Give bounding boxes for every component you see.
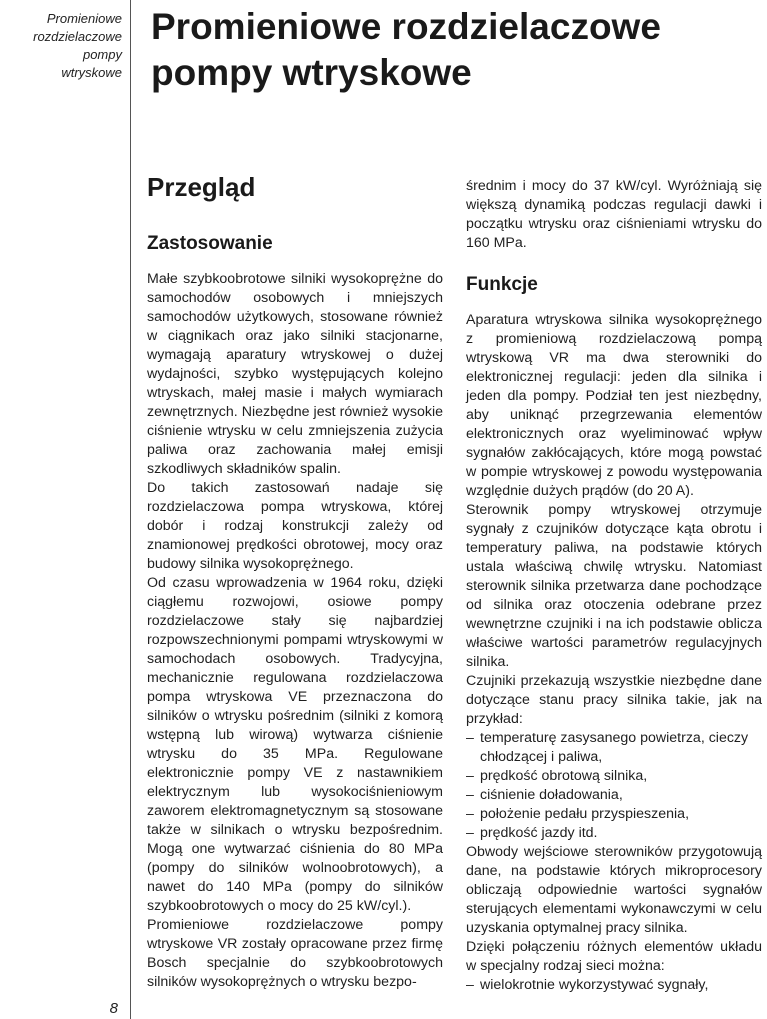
list-item: – położenie pedału przyspieszenia, — [466, 806, 690, 822]
margin-title-line: rozdzielaczowe — [33, 29, 122, 44]
page-number: 8 — [109, 1000, 118, 1017]
list-item: – wielokrotnie wykorzystywać sygnały, — [466, 977, 709, 993]
paragraph: Obwody wejściowe sterowników przygotowują dane, na podstawie których mikroprocesory obliczają odpowiednie wartości sygnałów sterujących elementami wykonawczymi w celu uzyskania optymalnej pracy silnika. — [466, 844, 762, 936]
list-item: – prędkość obrotową silnika, — [466, 768, 648, 784]
paragraph: Aparatura wtryskowa silnika wysokoprężnego z promieniową rozdzielaczową pompą wtryskową VR ma dwa sterowniki do elektronicznej regulacji: jeden dla silnika i jeden dla pompy. Podział ten jest niezbędny, aby uniknąć przegrzewania elementów elektronicznych oraz wyeliminować wpływ sygnałów zakłócających, które mogą powstać w pompie wtryskowej z powodu występowania względnie dużych prądów (do 20 A). — [466, 312, 762, 499]
paragraph: Czujniki przekazują wszystkie niezbędne dane dotyczące stanu pracy silnika takie, jak na przykład: — [466, 673, 762, 727]
paragraph: Do takich zastosowań nadaje się rozdzielaczowa pompa wtryskowa, której dobór i rodzaj konstrukcji zależy od znamionowej prędkości obrotowej, mocy oraz budowy silnika wysokoprężnego. — [147, 480, 443, 572]
paragraph: Dzięki połączeniu różnych elementów układu w specjalny rodzaj sieci można: — [466, 939, 762, 974]
vertical-divider — [130, 0, 131, 1019]
list-item: – ciśnienie doładowania, — [466, 787, 623, 803]
list-item: – prędkość jazdy itd. — [466, 825, 598, 841]
left-column — [147, 170, 443, 992]
right-column — [466, 177, 762, 995]
page-title — [151, 4, 751, 96]
margin-title-line: wtryskowe — [61, 65, 122, 80]
list-item: – temperaturę zasysanego powietrza, cieczy chłodzącej i paliwa, — [466, 730, 749, 765]
paragraph: Od czasu wprowadzenia w 1964 roku, dzięki ciągłemu rozwojowi, osiowe pompy rozdzielaczowe stały się najbardziej rozpowszechnionymi pompami wtryskowymi w samochodach osobowych. Tradycyjna, mechanicznie regulowana rozdzielaczowa pompa wtryskowa VE przeznaczona do silników o wtrysku pośrednim (silniki z komorą wstępną lub wirową) wytwarza ciśnienie wtrysku do 35 MPa. Regulowane elektronicznie pompy VE z nastawnikiem elektrycznym lub wysokociśnieniowym zaworem elektromagnetycznym są stosowane także w silnikach o wtrysku bezpośrednim. Mogą one wytwarzać ciśnienia do 80 MPa (pompy do silników wolnoobrotowych), a nawet do 140 MPa (pompy do silników szybkoobrotowych o mocy do 25 kW/cyl.). — [147, 575, 443, 914]
margin-running-title — [0, 10, 122, 82]
paragraph: Promieniowe rozdzielaczowe pompy wtryskowe VR zostały opracowane przez firmę Bosch specjalnie do szybkoobrotowych silników wysokoprężnych o wtrysku bezpo- — [147, 917, 443, 990]
paragraph: Sterownik pompy wtryskowej otrzymuje sygnały z czujników dotyczące kąta obrotu i temperatury paliwa, na podstawie których ustala właściwą chwilę wtrysku. Natomiast sterownik silnika przetwarza dane pochodzące od silnika oraz otoczenia odebrane przez wewnętrzne czujniki i na ich podstawie oblicza właściwe wartości parametrów regulacyjnych silnika. — [466, 502, 762, 670]
subheading-zastosowanie: Zastosowanie — [147, 233, 273, 254]
section-heading: Przegląd — [147, 172, 256, 202]
paragraph-continuation: średnim i mocy do 37 kW/cyl. Wyróżniają się większą dynamiką podczas regulacji dawki i początku wtrysku oraz ciśnieniami wtrysku do 160 MPa. — [466, 178, 762, 251]
paragraph: Małe szybkoobrotowe silniki wysokoprężne do samochodów osobowych i mniejszych samochodów użytkowych, stosowane również w ciągnikach oraz jako silniki stacjonarne, wymagają aparatury wtryskowej o dużej wydajności, szybko występujących kolejno wtryskach, małej masie i małych wymiarach zewnętrznych. Niezbędne jest również wysokie ciśnienie wtrysku w celu zmniejszenia zużycia paliwa oraz zachowania małej emisji szkodliwych składników spalin. — [147, 271, 443, 477]
page-title-line: pompy wtryskowe — [151, 52, 472, 93]
bullet-list — [466, 976, 762, 995]
bullet-list — [466, 729, 762, 843]
page-title-line: Promieniowe rozdzielaczowe — [151, 6, 661, 47]
margin-title-line: Promieniowe — [46, 11, 122, 26]
margin-title-line: pompy — [82, 47, 122, 62]
subheading-funkcje: Funkcje — [466, 274, 538, 295]
